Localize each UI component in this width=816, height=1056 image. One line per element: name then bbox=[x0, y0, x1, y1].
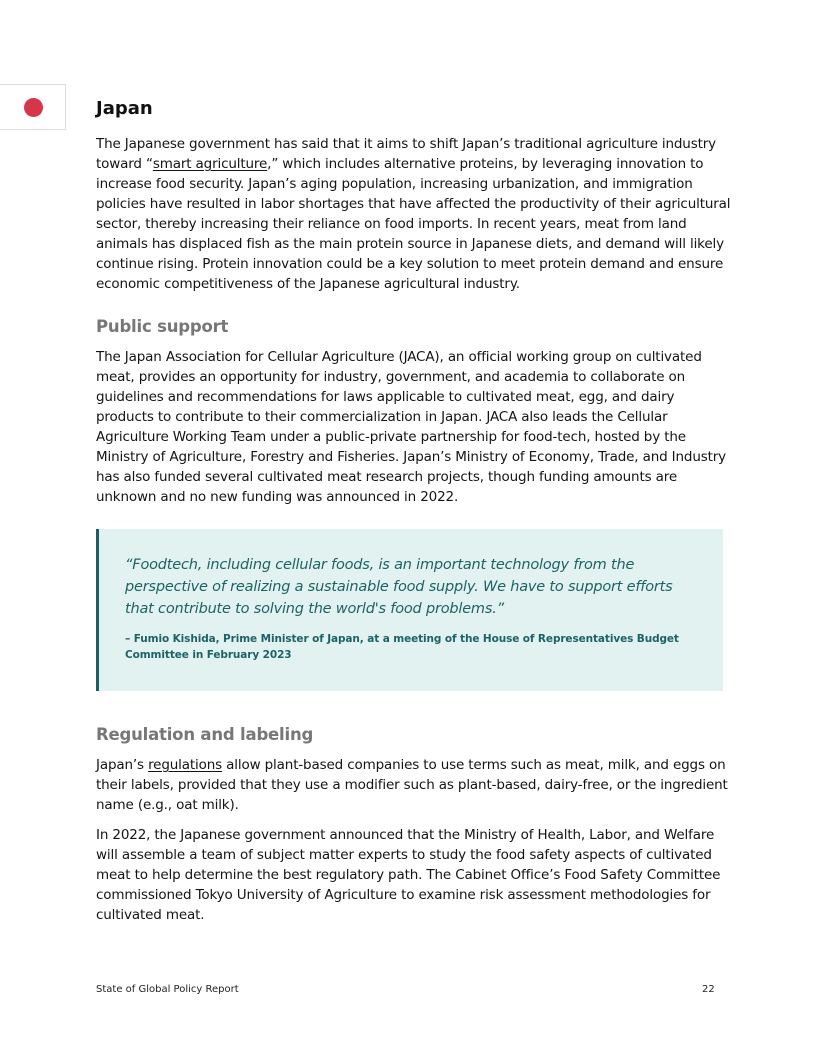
intro-paragraph bbox=[96, 134, 736, 294]
intro-text-start: The Japanese government has said that it aims to shift Japan’s traditional agriculture industry toward “ bbox=[96, 136, 716, 172]
regulations-link[interactable]: regulations bbox=[148, 757, 223, 773]
japan-flag bbox=[0, 84, 66, 130]
quote-attribution: – Fumio Kishida, Prime Minister of Japan, at a meeting of the House of Representatives Budget Committee in February 2023 bbox=[125, 633, 679, 661]
regulation-heading: Regulation and labeling bbox=[96, 725, 314, 744]
intro-text-end: ,” which includes alternative proteins, by leveraging innovation to increase food security. Japan’s aging population, increasing urbanization, and immigration policies have resulted in labor shortages that have affected the productivity of their agricultural sector, thereby increasing their reliance on food imports. In recent years, meat from land animals has displaced fish as the main protein source in Japanese diets, and demand will likely continue rising. Protein innovation could be a key solution to meet protein demand and ensure economic competitiveness of the Japanese agricultural industry. bbox=[96, 156, 731, 292]
japan-flag-icon bbox=[24, 98, 43, 117]
footer-report-title: State of Global Policy Report bbox=[96, 984, 239, 995]
footer-page-number: 22 bbox=[702, 984, 715, 995]
public-support-heading: Public support bbox=[96, 317, 229, 336]
regulation-text-end: allow plant-based companies to use terms such as meat, milk, and eggs on their labels, provided that they use a modifier such as plant-based, dairy-free, or the ingredient name (e.g., oat milk). bbox=[96, 757, 728, 813]
quote-text: “Foodtech, including cellular foods, is an important technology from the perspective of realizing a sustainable food supply. We have to support efforts that contribute to solving the world's food problems.” bbox=[125, 557, 673, 617]
regulation-paragraph-2: In 2022, the Japanese government announced that the Ministry of Health, Labor, and Welfare will assemble a team of subject matter experts to study the food safety aspects of cultivated meat to help determine the best regulatory path. The Cabinet Office’s Food Safety Committee commissioned Tokyo University of Agriculture to examine risk assessment methodologies for cultivated meat. bbox=[96, 827, 721, 923]
main-content bbox=[96, 97, 736, 507]
regulation-paragraph-1 bbox=[96, 755, 736, 815]
public-support-paragraph: The Japan Association for Cellular Agriculture (JACA), an official working group on cultivated meat, provides an opportunity for industry, government, and academia to collaborate on guidelines and recommendations for laws applicable to cultivated meat, egg, and dairy products to contribute to their commercialization in Japan. JACA also leads the Cellular Agriculture Working Team under a public-private partnership for food-tech, hosted by the Ministry of Agriculture, Forestry and Fisheries. Japan’s Ministry of Economy, Trade, and Industry has also funded several cultivated meat research projects, though funding amounts are unknown and no new funding was announced in 2022. bbox=[96, 349, 726, 505]
regulation-text-start: Japan’s bbox=[96, 757, 149, 773]
page-title: Japan bbox=[96, 98, 153, 119]
pull-quote bbox=[96, 529, 723, 691]
smart-agriculture-link[interactable]: smart agriculture bbox=[152, 156, 268, 172]
regulation-section bbox=[96, 724, 736, 925]
